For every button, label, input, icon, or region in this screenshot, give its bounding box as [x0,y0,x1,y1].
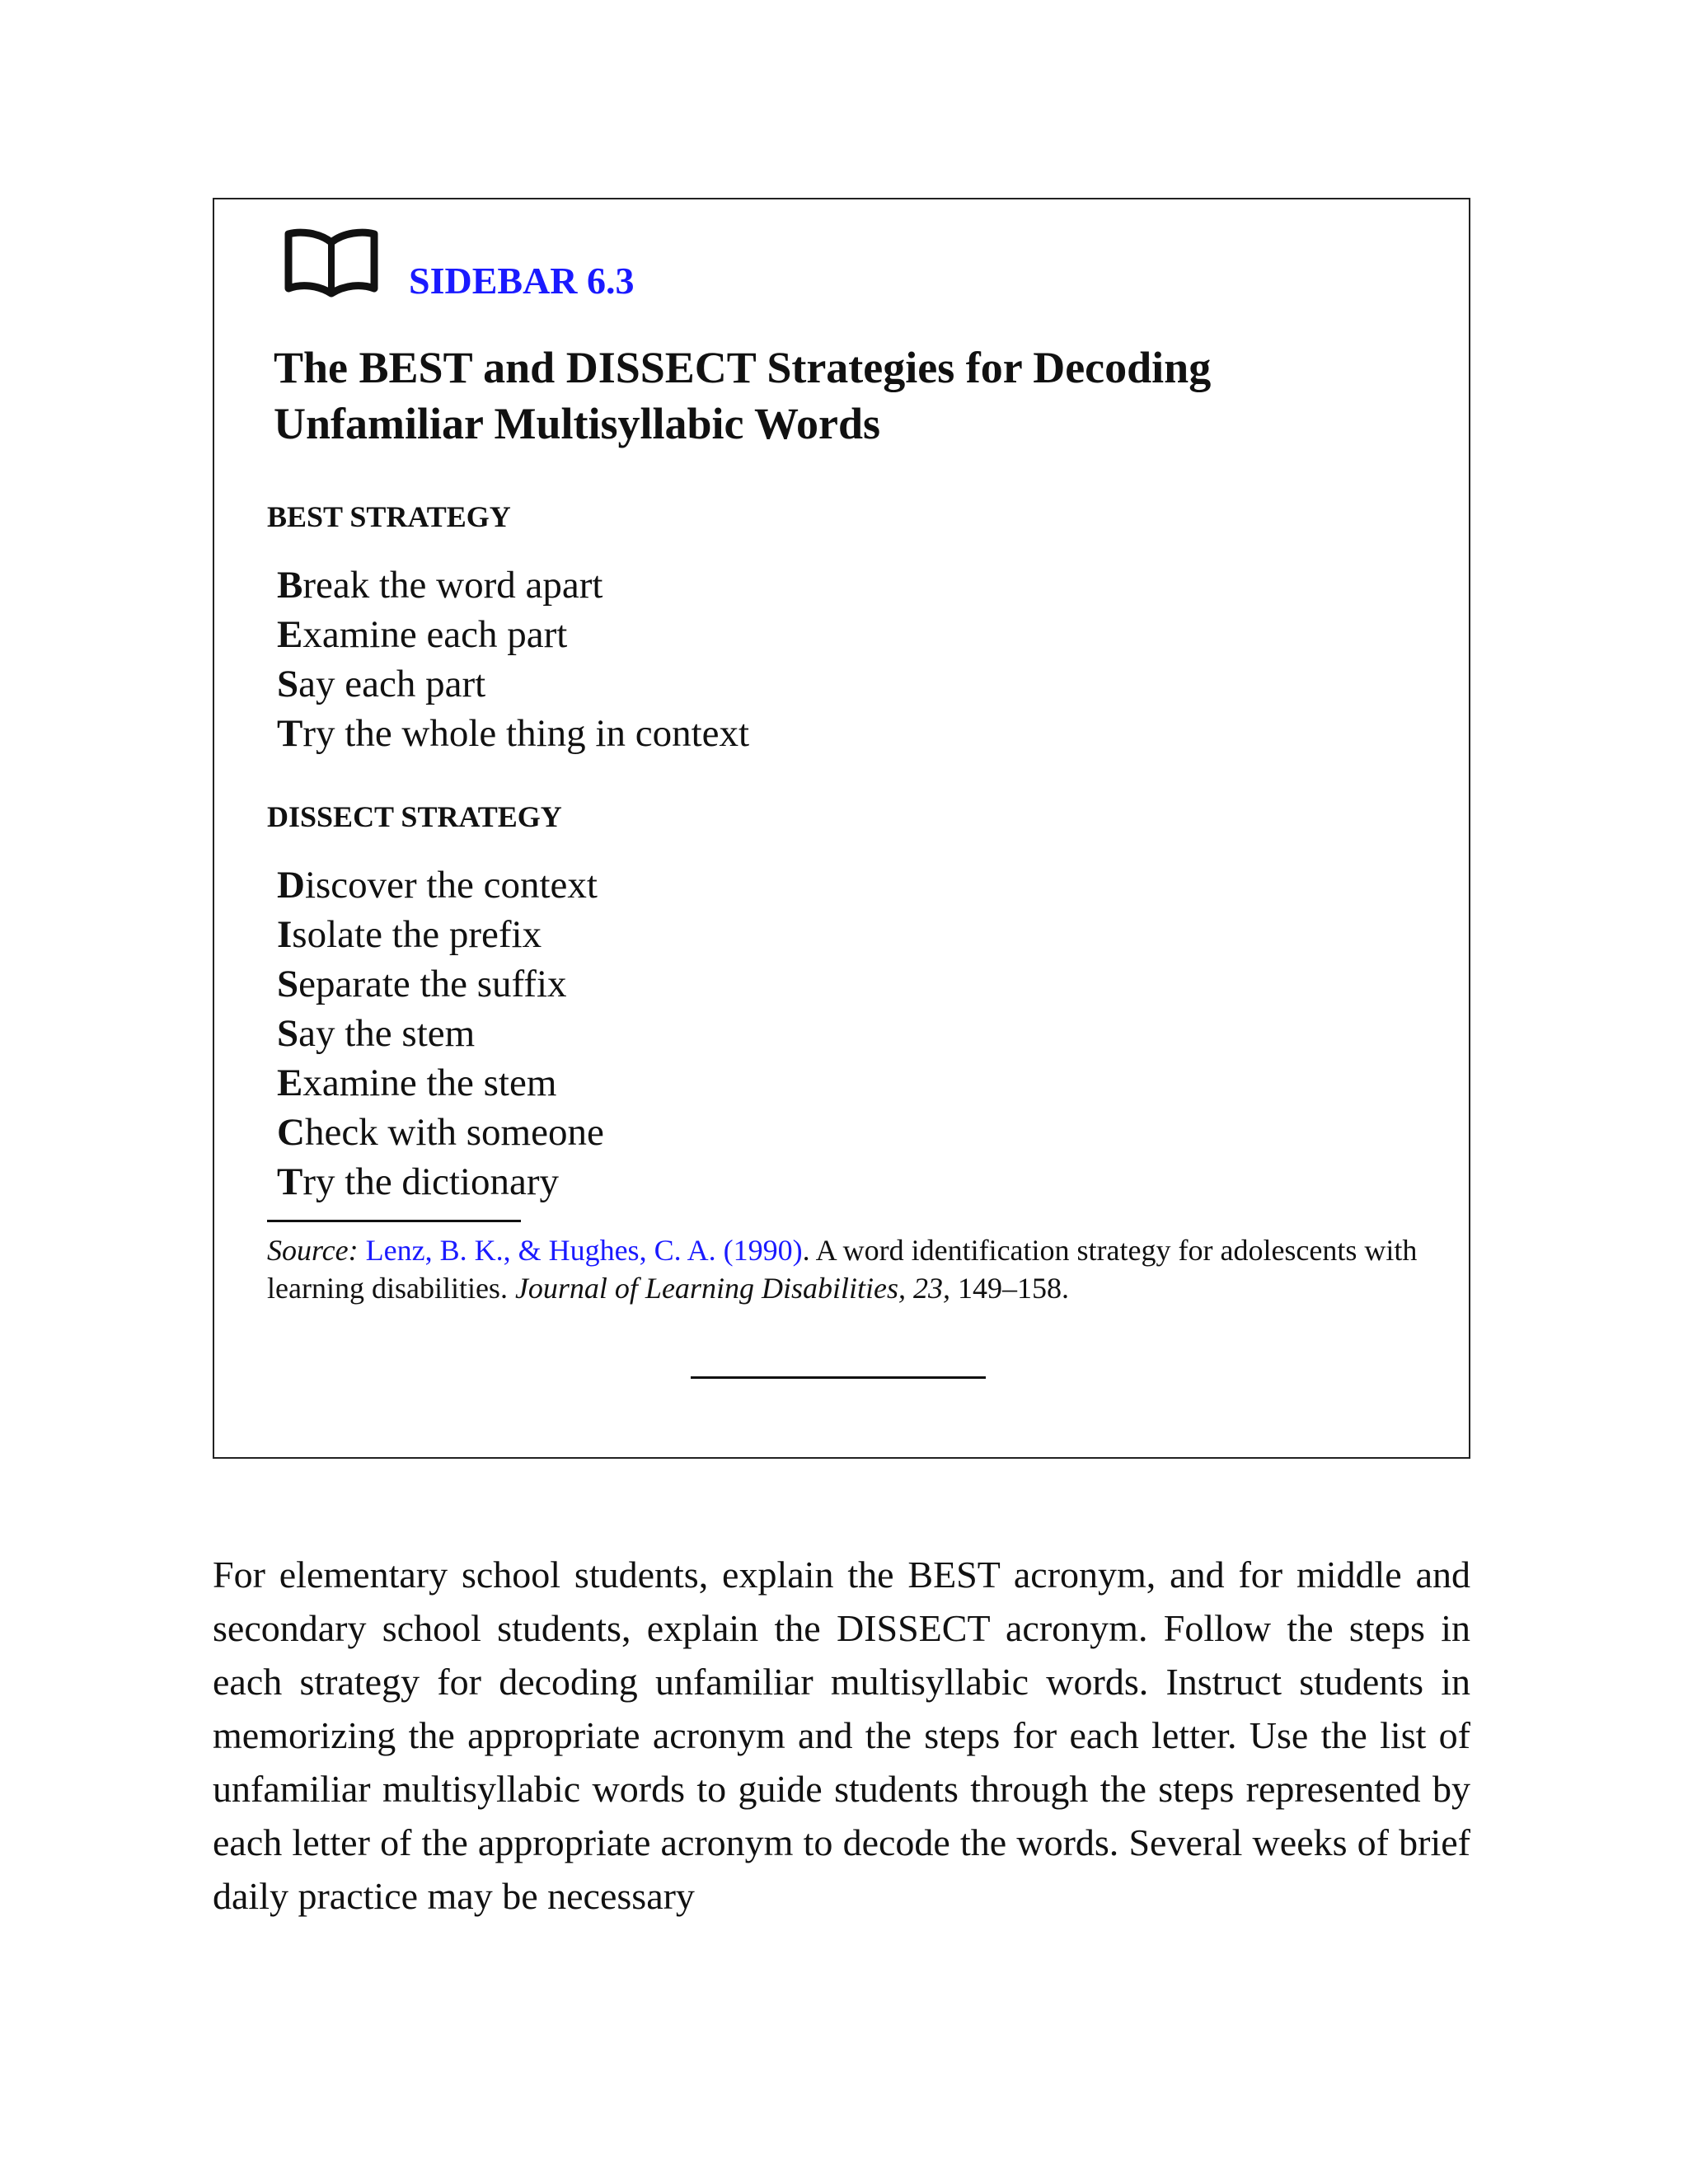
step-text: solate the prefix [292,913,542,956]
list-item [277,1157,604,1207]
acronym-letter: S [277,663,299,705]
citation-pages: 149–158. [950,1272,1069,1305]
acronym-letter: I [277,913,293,956]
acronym-letter: E [277,1062,303,1104]
step-text: eparate the suffix [298,963,567,1005]
step-text: reak the word apart [302,564,603,607]
source-note [267,1231,1437,1307]
acronym-letter: S [277,963,299,1005]
list-item [277,709,749,758]
body-paragraph: For elementary school students, explain the BEST acronym, and for middle and secondary school students, explain the DISSECT acronym. Follow the steps in each strategy for decoding unfamiliar multisyllabic words. Instruct students in memorizing the appropriate acronym and the steps for each letter. Use the list of unfamiliar multisyllabic words to guide students through the steps represented by each letter of the appropriate acronym to decode the words. Several weeks of brief daily practice may be necessary [213,1554,1470,1917]
acronym-letter: S [277,1012,299,1055]
list-item [277,910,604,959]
step-text: ay the stem [298,1012,476,1055]
dissect-strategy-list [277,860,604,1207]
journal-name: Journal of Learning Disabilities, 23, [514,1272,950,1305]
step-text: xamine each part [302,613,568,656]
list-item [277,1058,604,1108]
source-label: Source: [267,1234,359,1267]
list-item [277,860,604,910]
step-text: heck with someone [304,1111,604,1154]
list-item [277,1009,604,1058]
step-text: iscover the context [304,864,598,907]
list-item [277,659,749,709]
list-item [277,959,604,1009]
acronym-letter: B [277,564,303,607]
step-text: xamine the stem [302,1062,557,1104]
sidebar-label: SIDEBAR 6.3 [409,260,635,302]
step-text: ay each part [298,663,486,705]
source-divider [267,1220,521,1222]
open-book-icon [282,224,381,298]
sidebar-end-divider [691,1376,986,1379]
list-item [277,560,749,610]
acronym-letter: C [277,1111,305,1154]
citation-link[interactable]: Lenz, B. K., & Hughes, C. A. (1990) [365,1234,803,1267]
acronym-letter: E [277,613,303,656]
list-item [277,610,749,659]
dissect-strategy-heading: DISSECT STRATEGY [267,800,562,833]
step-text: ry the dictionary [302,1160,559,1203]
sidebar-title-line-1: The BEST and DISSECT Strategies for Decoding [274,343,1212,392]
best-strategy-list [277,560,749,758]
citation-text: . A word identification strategy for adolescents with learning disabilities. [267,1234,1418,1305]
sidebar-title-line-2: Unfamiliar Multisyllabic Words [274,399,881,448]
acronym-letter: D [277,864,305,907]
step-text: ry the whole thing in context [302,712,750,755]
sidebar-title [274,340,1428,452]
acronym-letter: T [277,1160,303,1203]
acronym-letter: T [277,712,303,755]
list-item [277,1108,604,1157]
sidebar-box [213,198,1470,1459]
best-strategy-heading: BEST STRATEGY [267,500,511,533]
